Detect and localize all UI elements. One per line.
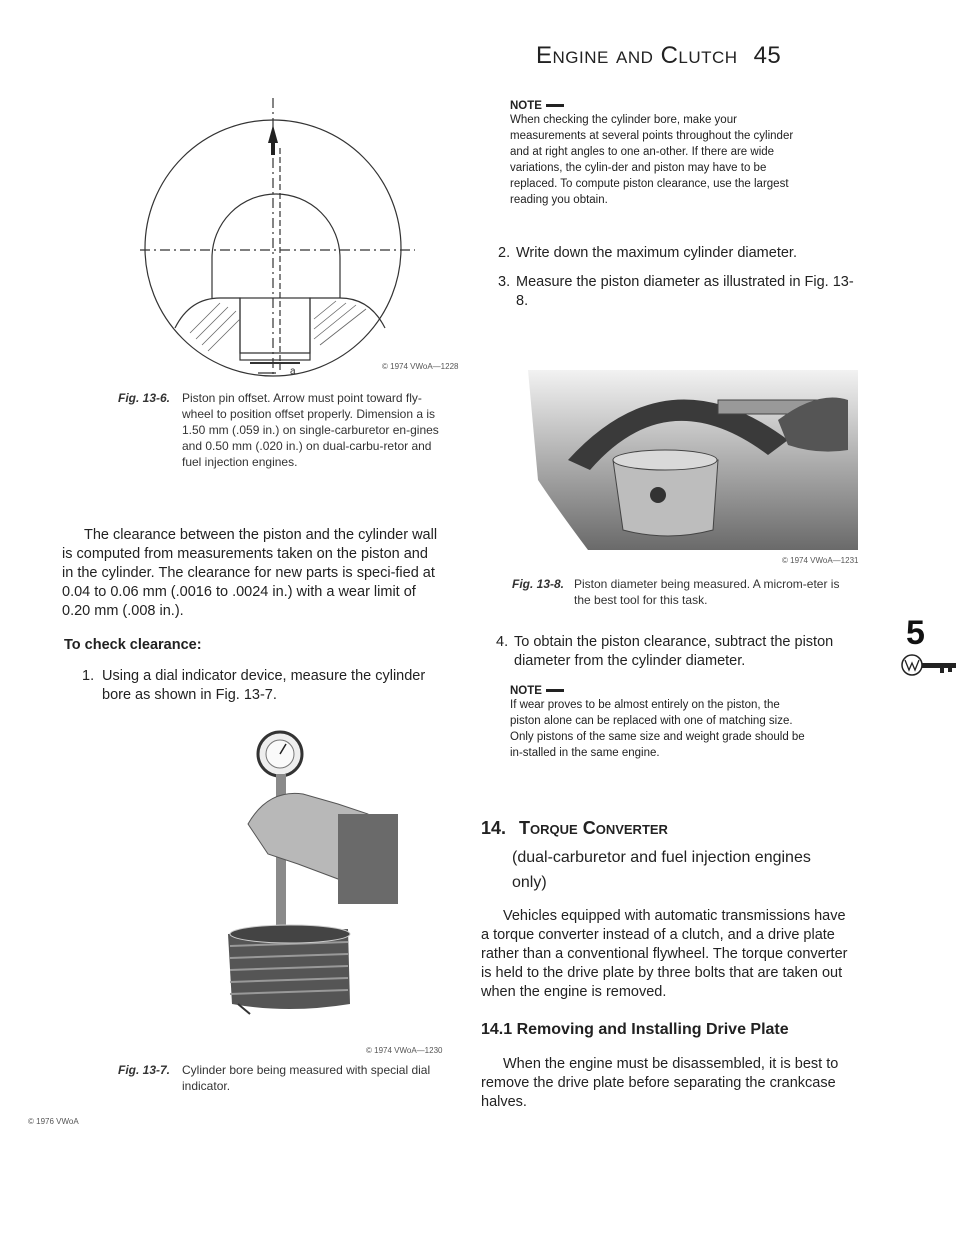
step-1-text: Using a dial indicator device, measure the cylinder bore as shown in Fig. 13-7. bbox=[102, 668, 426, 703]
section-14-number: 14. bbox=[481, 818, 507, 838]
page-number: 45 bbox=[753, 42, 782, 69]
dimension-a-label: a bbox=[290, 366, 296, 377]
section-14-1-heading: 14.1 Removing and Installing Drive Plate bbox=[481, 1021, 789, 1038]
section-14-heading bbox=[481, 818, 668, 839]
pin-bore bbox=[240, 298, 310, 360]
fig7-credit: © 1974 VWoA—1230 bbox=[366, 1046, 443, 1055]
fig7-label: Fig. 13-7. bbox=[118, 1063, 171, 1077]
fig8-credit: © 1974 VWoA—1231 bbox=[782, 556, 859, 565]
step-2 bbox=[498, 244, 856, 263]
footer-credit: © 1976 VWoA bbox=[28, 1117, 79, 1126]
dial-indicator-photo bbox=[218, 714, 408, 1024]
step-4-number: 4. bbox=[496, 634, 509, 650]
micrometer-photo bbox=[528, 360, 858, 550]
step-3-text: Measure the piston diameter as illustrated in Fig. 13-8. bbox=[516, 274, 854, 309]
vw-key-icon bbox=[900, 652, 958, 678]
note-2-heading: NOTE bbox=[510, 685, 810, 697]
section-14-1-paragraph: When the engine must be disassembled, it is best to remove the drive plate before separating the crankcase halves. bbox=[481, 1056, 839, 1110]
note-1-heading: NOTE bbox=[510, 100, 800, 112]
section-14-paragraph: Vehicles equipped with automatic transmissions have a torque converter instead of a clutch, and a drive plate rather than a conventional flywheel. The torque converter is held to the drive plate by three bolts that are taken out when the engine is removed. bbox=[481, 908, 848, 1000]
check-clearance-subhead: To check clearance: bbox=[64, 637, 202, 653]
arrow-icon bbox=[268, 125, 278, 143]
fig7-caption bbox=[118, 1062, 448, 1102]
step-3 bbox=[498, 273, 856, 311]
fig6-credit: © 1974 VWoA—1228 bbox=[382, 362, 459, 371]
fig8-caption bbox=[512, 576, 852, 616]
fig6-caption-text: Piston pin offset. Arrow must point toward fly-wheel to position offset properly. Dimension a is 1.50 mm (.059 in.) on single-carburetor en-gines and 0.50 mm (.020 in.) on dual-carbu-retor and fuel injection engines. bbox=[182, 391, 439, 469]
section-tab-number: 5 bbox=[906, 614, 925, 652]
section-14-subtitle: (dual-carburetor and fuel injection engines only) bbox=[512, 849, 811, 891]
section-14-title: Torque Converter bbox=[519, 818, 668, 838]
note-2 bbox=[510, 685, 810, 761]
fig8-label: Fig. 13-8. bbox=[512, 577, 565, 591]
fig6-caption bbox=[118, 390, 448, 490]
note-1-text: When checking the cylinder bore, make your measurements at several points throughout the cylinder and at right angles to one an-other. If there are wide variations, the cylin-der and piston may have to be replaced. To compute piston clearance, use the largest reading you obtain. bbox=[510, 114, 794, 206]
step-2-number: 2. bbox=[498, 245, 511, 261]
step-4 bbox=[496, 633, 856, 671]
step-2-text: Write down the maximum cylinder diameter. bbox=[516, 245, 797, 261]
chapter-title: Engine and Clutch bbox=[536, 42, 738, 69]
fig6-label: Fig. 13-6. bbox=[118, 391, 171, 405]
piston-pin-offset-diagram bbox=[130, 88, 460, 388]
step-4-text: To obtain the piston clearance, subtract the piston diameter from the cylinder diameter. bbox=[514, 634, 834, 669]
step-1 bbox=[82, 667, 440, 705]
inner-bore bbox=[212, 194, 340, 258]
note-1 bbox=[510, 100, 800, 208]
page-header bbox=[536, 42, 781, 70]
note-2-text: If wear proves to be almost entirely on the piston, the piston alone can be replaced with one of matching size. Only pistons of the same size and weight grade should be in-stalled in the same engine. bbox=[510, 699, 805, 759]
step-3-number: 3. bbox=[498, 274, 511, 290]
clearance-paragraph: The clearance between the piston and the cylinder wall is computed from measurements taken on the piston and in the cylinder. The clearance for new parts is speci-fied at 0.04 to 0.06 mm (.0016 to .0024 in.) with a wear limit of 0.20 mm (.008 in.). bbox=[62, 527, 438, 619]
fig7-caption-text: Cylinder bore being measured with special dial indicator. bbox=[182, 1063, 431, 1093]
step-1-number: 1. bbox=[82, 668, 95, 684]
fig8-caption-text: Piston diameter being measured. A microm-eter is the best tool for this task. bbox=[574, 577, 840, 607]
